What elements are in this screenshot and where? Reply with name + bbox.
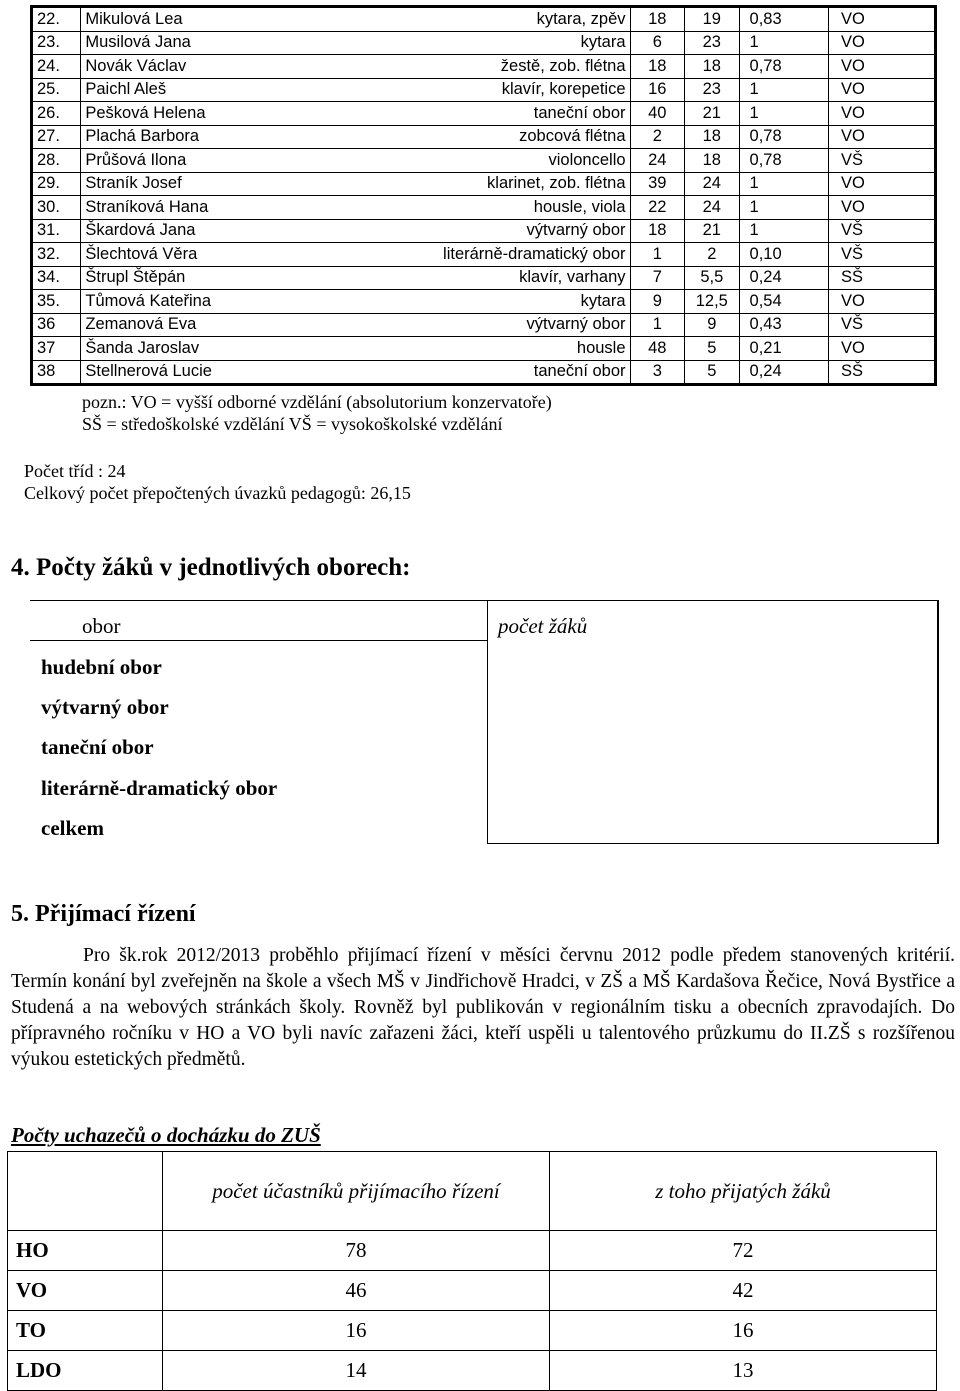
staff-cell-a: 18 bbox=[630, 7, 685, 32]
applicants-table-body bbox=[8, 1231, 937, 1391]
staff-cell-obor: housle, viola bbox=[417, 196, 630, 220]
staff-cell-obor: zobcová flétna bbox=[417, 125, 630, 149]
staff-cell-c: 1 bbox=[739, 31, 828, 55]
admission-text: Pro šk.rok 2012/2013 proběhlo přijímací řízení v měsíci červnu 2012 podle předem stanovených kritérií. Termín konání byl zveřejněn na škole a všech MŠ v Jindřichově Hradci, v ZŠ a MŠ Kardašova Řečice, Nová Bystřice a Studená a na webových stránkách školy. Rovněž byl publikován v regionálním tisku a obecních zpravodajích. Do přípravného ročníku v HO a VO byli navíc zařazeni žáci, kteří uspěli u talentového průzkumu do II.ZŠ s rozšířenou výukou estetických předmětů. bbox=[11, 945, 955, 1070]
class-count: Počet tříd : 24 bbox=[24, 461, 126, 481]
staff-cell-d: VO bbox=[829, 7, 936, 32]
staff-cell-name: Straník Josef bbox=[81, 172, 417, 196]
staff-cell-name: Tůmová Kateřina bbox=[81, 290, 417, 314]
staff-cell-d: VO bbox=[829, 125, 936, 149]
staff-cell-c: 0,10 bbox=[739, 243, 828, 267]
staff-cell-a: 2 bbox=[630, 125, 685, 149]
staff-cell-no: 32. bbox=[32, 243, 81, 267]
staff-cell-name: Novák Václav bbox=[81, 55, 417, 79]
obor-table bbox=[30, 600, 938, 844]
applicants-cell-label: VO bbox=[8, 1271, 163, 1311]
staff-cell-name: Šlechtová Věra bbox=[81, 243, 417, 267]
staff-cell-d: SŠ bbox=[829, 360, 936, 385]
staff-cell-c: 0,21 bbox=[739, 337, 828, 361]
staff-row bbox=[32, 266, 936, 290]
staff-row bbox=[32, 313, 936, 337]
staff-cell-a: 7 bbox=[630, 266, 685, 290]
staff-row bbox=[32, 219, 936, 243]
staff-cell-name: Mikulová Lea bbox=[81, 7, 417, 32]
obor-table-divider bbox=[487, 600, 488, 844]
staff-cell-no: 34. bbox=[32, 266, 81, 290]
staff-cell-d: VO bbox=[829, 337, 936, 361]
staff-cell-obor: klarinet, zob. flétna bbox=[417, 172, 630, 196]
obor-row-tanecni: taneční obor bbox=[41, 735, 154, 759]
applicants-cell-label: LDO bbox=[8, 1351, 163, 1391]
staff-cell-a: 24 bbox=[630, 149, 685, 173]
obor-table-top-border bbox=[30, 600, 938, 601]
applicants-header-participants: počet účastníků přijímacího řízení bbox=[163, 1152, 550, 1231]
obor-col-header: obor bbox=[82, 614, 121, 638]
staff-cell-name: Paichl Aleš bbox=[81, 78, 417, 102]
staff-cell-name: Průšová Ilona bbox=[81, 149, 417, 173]
applicants-header-accepted: z toho přijatých žáků bbox=[549, 1152, 936, 1231]
applicants-cell-accepted: 13 bbox=[549, 1351, 936, 1391]
staff-cell-d: VŠ bbox=[829, 313, 936, 337]
staff-cell-obor: výtvarný obor bbox=[417, 313, 630, 337]
obor-table-header-rule bbox=[30, 640, 488, 641]
staff-cell-no: 28. bbox=[32, 149, 81, 173]
staff-cell-obor: kytara, zpěv bbox=[417, 7, 630, 32]
staff-cell-c: 1 bbox=[739, 219, 828, 243]
staff-cell-d: VO bbox=[829, 55, 936, 79]
staff-cell-c: 1 bbox=[739, 78, 828, 102]
staff-cell-a: 40 bbox=[630, 102, 685, 126]
staff-cell-c: 0,24 bbox=[739, 360, 828, 385]
staff-cell-obor: taneční obor bbox=[417, 102, 630, 126]
staff-cell-no: 37 bbox=[32, 337, 81, 361]
staff-cell-a: 48 bbox=[630, 337, 685, 361]
staff-cell-name: Zemanová Eva bbox=[81, 313, 417, 337]
staff-cell-d: VO bbox=[829, 31, 936, 55]
staff-cell-d: VŠ bbox=[829, 219, 936, 243]
applicants-cell-label: HO bbox=[8, 1231, 163, 1271]
applicants-cell-participants: 14 bbox=[163, 1351, 550, 1391]
staff-cell-name: Šanda Jaroslav bbox=[81, 337, 417, 361]
staff-cell-d: SŠ bbox=[829, 266, 936, 290]
applicants-table bbox=[7, 1151, 937, 1391]
staff-cell-name: Straníková Hana bbox=[81, 196, 417, 220]
staff-cell-name: Stellnerová Lucie bbox=[81, 360, 417, 385]
staff-cell-a: 9 bbox=[630, 290, 685, 314]
obor-row-hudebni: hudební obor bbox=[41, 655, 162, 679]
staff-row bbox=[32, 172, 936, 196]
staff-cell-c: 0,78 bbox=[739, 149, 828, 173]
staff-cell-b: 5 bbox=[685, 337, 740, 361]
staff-cell-no: 22. bbox=[32, 7, 81, 32]
staff-cell-c: 1 bbox=[739, 196, 828, 220]
staff-cell-no: 23. bbox=[32, 31, 81, 55]
staff-row bbox=[32, 196, 936, 220]
staff-row bbox=[32, 149, 936, 173]
staff-cell-b: 18 bbox=[685, 125, 740, 149]
applicants-cell-accepted: 42 bbox=[549, 1271, 936, 1311]
obor-row-vytvarny: výtvarný obor bbox=[41, 695, 169, 719]
staff-cell-obor: violoncello bbox=[417, 149, 630, 173]
staff-row bbox=[32, 55, 936, 79]
staff-cell-obor: kytara bbox=[417, 290, 630, 314]
staff-cell-no: 35. bbox=[32, 290, 81, 314]
applicants-cell-participants: 16 bbox=[163, 1311, 550, 1351]
pocet-col-header: počet žáků bbox=[498, 614, 588, 638]
staff-cell-name: Musilová Jana bbox=[81, 31, 417, 55]
staff-cell-d: VO bbox=[829, 196, 936, 220]
staff-cell-a: 39 bbox=[630, 172, 685, 196]
staff-cell-c: 0,24 bbox=[739, 266, 828, 290]
staff-cell-b: 2 bbox=[685, 243, 740, 267]
staff-cell-a: 1 bbox=[630, 243, 685, 267]
staff-cell-obor: kytara bbox=[417, 31, 630, 55]
applicants-row bbox=[8, 1231, 937, 1271]
staff-cell-no: 24. bbox=[32, 55, 81, 79]
staff-cell-obor: taneční obor bbox=[417, 360, 630, 385]
staff-cell-b: 5,5 bbox=[685, 266, 740, 290]
staff-cell-no: 31. bbox=[32, 219, 81, 243]
applicants-row bbox=[8, 1351, 937, 1391]
section4-heading: 4. Počty žáků v jednotlivých oborech: bbox=[11, 554, 411, 581]
staff-cell-obor: housle bbox=[417, 337, 630, 361]
staff-cell-b: 23 bbox=[685, 31, 740, 55]
staff-cell-no: 38 bbox=[32, 360, 81, 385]
applicants-cell-participants: 46 bbox=[163, 1271, 550, 1311]
staff-cell-b: 5 bbox=[685, 360, 740, 385]
staff-row bbox=[32, 78, 936, 102]
staff-table-body bbox=[32, 7, 936, 385]
staff-cell-b: 24 bbox=[685, 172, 740, 196]
applicants-row bbox=[8, 1271, 937, 1311]
staff-cell-c: 0,54 bbox=[739, 290, 828, 314]
staff-cell-d: VO bbox=[829, 78, 936, 102]
applicants-subheading: Počty uchazečů o docházku do ZUŠ bbox=[11, 1123, 321, 1147]
applicants-cell-participants: 78 bbox=[163, 1231, 550, 1271]
staff-cell-a: 3 bbox=[630, 360, 685, 385]
staff-cell-name: Plachá Barbora bbox=[81, 125, 417, 149]
staff-cell-b: 19 bbox=[685, 7, 740, 32]
staff-row bbox=[32, 102, 936, 126]
obor-row-celkem: celkem bbox=[41, 816, 104, 840]
staff-cell-b: 23 bbox=[685, 78, 740, 102]
staff-cell-a: 6 bbox=[630, 31, 685, 55]
staff-cell-a: 1 bbox=[630, 313, 685, 337]
staff-cell-obor: literárně-dramatický obor bbox=[417, 243, 630, 267]
section5-heading: 5. Přijímací řízení bbox=[11, 901, 196, 927]
teacher-fte-total: Celkový počet přepočtených úvazků pedagogů: 26,15 bbox=[24, 483, 411, 503]
staff-cell-name: Pešková Helena bbox=[81, 102, 417, 126]
applicants-header-row bbox=[8, 1152, 937, 1231]
applicants-cell-label: TO bbox=[8, 1311, 163, 1351]
staff-cell-d: VŠ bbox=[829, 149, 936, 173]
staff-cell-no: 27. bbox=[32, 125, 81, 149]
staff-cell-no: 25. bbox=[32, 78, 81, 102]
staff-cell-b: 9 bbox=[685, 313, 740, 337]
staff-cell-b: 18 bbox=[685, 149, 740, 173]
staff-cell-b: 21 bbox=[685, 102, 740, 126]
staff-cell-b: 24 bbox=[685, 196, 740, 220]
staff-cell-a: 18 bbox=[630, 219, 685, 243]
obor-table-bottom-border bbox=[487, 843, 938, 844]
staff-cell-obor: žestě, zob. flétna bbox=[417, 55, 630, 79]
note-legend-vo: pozn.: VO = vyšší odborné vzdělání (absolutorium konzervatoře) bbox=[82, 392, 552, 412]
staff-row bbox=[32, 125, 936, 149]
staff-cell-d: VO bbox=[829, 290, 936, 314]
staff-cell-b: 21 bbox=[685, 219, 740, 243]
staff-cell-no: 26. bbox=[32, 102, 81, 126]
staff-cell-obor: výtvarný obor bbox=[417, 219, 630, 243]
applicants-cell-accepted: 72 bbox=[549, 1231, 936, 1271]
staff-table bbox=[30, 5, 937, 386]
staff-cell-d: VO bbox=[829, 102, 936, 126]
staff-cell-a: 16 bbox=[630, 78, 685, 102]
staff-cell-c: 0,78 bbox=[739, 55, 828, 79]
staff-cell-no: 36 bbox=[32, 313, 81, 337]
applicants-header-empty bbox=[8, 1152, 163, 1231]
staff-cell-no: 29. bbox=[32, 172, 81, 196]
admission-paragraph bbox=[11, 943, 955, 1073]
staff-row bbox=[32, 243, 936, 267]
staff-cell-obor: klavír, korepetice bbox=[417, 78, 630, 102]
staff-cell-no: 30. bbox=[32, 196, 81, 220]
applicants-cell-accepted: 16 bbox=[549, 1311, 936, 1351]
staff-cell-b: 18 bbox=[685, 55, 740, 79]
staff-cell-c: 1 bbox=[739, 102, 828, 126]
staff-cell-c: 1 bbox=[739, 172, 828, 196]
obor-table-right-border bbox=[937, 600, 939, 844]
staff-row bbox=[32, 337, 936, 361]
obor-row-ldo: literárně-dramatický obor bbox=[41, 776, 278, 800]
staff-row bbox=[32, 31, 936, 55]
staff-cell-c: 0,78 bbox=[739, 125, 828, 149]
staff-cell-name: Škardová Jana bbox=[81, 219, 417, 243]
staff-cell-c: 0,43 bbox=[739, 313, 828, 337]
staff-cell-d: VO bbox=[829, 172, 936, 196]
staff-cell-name: Štrupl Štěpán bbox=[81, 266, 417, 290]
staff-row bbox=[32, 7, 936, 32]
applicants-row bbox=[8, 1311, 937, 1351]
staff-row bbox=[32, 290, 936, 314]
staff-cell-c: 0,83 bbox=[739, 7, 828, 32]
note-legend-ss-vs: SŠ = středoškolské vzdělání VŠ = vysokoškolské vzdělání bbox=[82, 414, 503, 434]
staff-cell-d: VŠ bbox=[829, 243, 936, 267]
staff-cell-b: 12,5 bbox=[685, 290, 740, 314]
staff-cell-obor: klavír, varhany bbox=[417, 266, 630, 290]
staff-row bbox=[32, 360, 936, 385]
staff-cell-a: 18 bbox=[630, 55, 685, 79]
staff-cell-a: 22 bbox=[630, 196, 685, 220]
